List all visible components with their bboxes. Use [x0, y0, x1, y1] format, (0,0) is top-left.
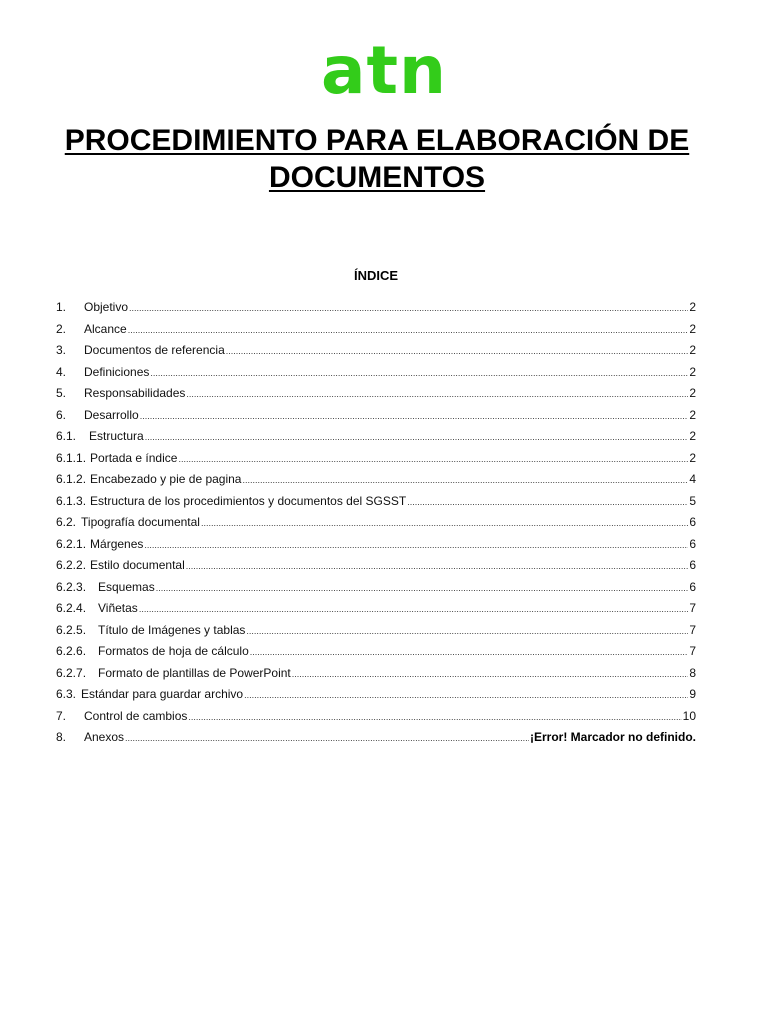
toc-dot-leader	[139, 599, 689, 621]
toc-dot-leader	[201, 513, 688, 535]
toc-entry[interactable]	[56, 340, 696, 362]
toc-entry-title: Portada e índice	[90, 450, 178, 465]
toc-entry[interactable]	[56, 663, 696, 685]
toc-dot-leader	[407, 492, 688, 514]
toc-entry-number: 6.2.5.	[56, 622, 87, 637]
toc-entry[interactable]	[56, 426, 696, 448]
toc-page-number: 9	[689, 687, 696, 701]
toc-page-number: 2	[689, 300, 696, 314]
toc-page-number: 6	[689, 515, 696, 529]
logo-text: atn	[320, 32, 448, 109]
toc-entry-title: Encabezado y pie de pagina	[90, 472, 242, 486]
company-logo	[0, 32, 768, 109]
toc-entry-number: 6.1.1.	[56, 450, 87, 465]
toc-page-number: 2	[689, 429, 696, 443]
toc-entry-number: 6.2.1.	[56, 536, 87, 551]
toc-dot-leader	[178, 449, 688, 471]
toc-entry[interactable]	[56, 577, 696, 599]
toc-entry-number: 5.	[56, 386, 67, 400]
toc-entry-number: 6.2.7.	[56, 665, 87, 680]
toc-entry[interactable]	[56, 706, 696, 728]
toc-entry[interactable]	[56, 555, 696, 577]
toc-entry-number: 6.2.6.	[56, 644, 87, 658]
toc-entry-title: Desarrollo	[84, 407, 139, 422]
toc-dot-leader	[125, 728, 529, 750]
toc-entry-title: Objetivo	[84, 300, 129, 314]
toc-dot-leader	[156, 578, 689, 600]
toc-entry[interactable]	[56, 383, 696, 405]
toc-dot-leader	[145, 427, 689, 449]
toc-entry[interactable]	[56, 362, 696, 384]
toc-entry-number: 6.2.2.	[56, 558, 87, 572]
toc-entry-number: 8.	[56, 730, 67, 744]
toc-entry-number: 6.2.	[56, 515, 77, 529]
toc-entry[interactable]	[56, 512, 696, 534]
toc-entry-title: Tipografía documental	[81, 515, 200, 529]
toc-dot-leader	[242, 470, 688, 492]
toc-entry-title: Anexos	[84, 730, 125, 744]
toc-page-number: 7	[689, 622, 696, 637]
toc-entry-number: 3.	[56, 343, 67, 357]
toc-dot-leader	[186, 384, 688, 406]
toc-entry-title: Esquemas	[98, 579, 155, 594]
toc-dot-leader	[244, 685, 688, 707]
toc-entry[interactable]	[56, 405, 696, 427]
toc-entry-title: Estructura	[89, 429, 144, 443]
toc-entry-title: Formatos de hoja de cálculo	[98, 644, 249, 658]
toc-entry-title: Viñetas	[98, 601, 138, 615]
toc-entry-number: 6.2.4.	[56, 601, 87, 615]
toc-entry-title: Formato de plantillas de PowerPoint	[98, 665, 291, 680]
toc-page-number: 2	[689, 450, 696, 465]
toc-entry[interactable]	[56, 491, 696, 513]
toc-entry-number: 7.	[56, 708, 67, 723]
toc-entry-number: 6.1.3.	[56, 493, 87, 508]
toc-page-number: 5	[689, 493, 696, 508]
toc-page-number: 6	[689, 536, 696, 551]
toc-entry[interactable]	[56, 684, 696, 706]
toc-entry-title: Márgenes	[90, 536, 144, 551]
toc-entry-number: 6.1.2.	[56, 472, 87, 486]
toc-dot-leader	[246, 621, 688, 643]
toc-error-message: ¡Error! Marcador no definido.	[529, 730, 696, 744]
toc-entry[interactable]	[56, 319, 696, 341]
toc-entry[interactable]	[56, 448, 696, 470]
toc-dot-leader	[292, 664, 689, 686]
toc-entry-title: Estándar para guardar archivo	[81, 687, 244, 701]
toc-page-number: 2	[689, 386, 696, 400]
toc-entry-title: Documentos de referencia	[84, 343, 225, 357]
toc-dot-leader	[226, 341, 689, 363]
toc-page-number: 8	[689, 665, 696, 680]
toc-page-number: 6	[689, 579, 696, 594]
toc-entry[interactable]	[56, 469, 696, 491]
toc-entry[interactable]	[56, 641, 696, 663]
toc-dot-leader	[186, 556, 689, 578]
toc-entry-title: Estructura de los procedimientos y documentos del SGSST	[90, 493, 407, 508]
toc-dot-leader	[140, 406, 689, 428]
toc-entry-title: Definiciones	[84, 364, 150, 379]
toc-entry-number: 6.3.	[56, 687, 77, 701]
toc-dot-leader	[128, 320, 689, 342]
toc-dot-leader	[129, 298, 688, 320]
toc-dot-leader	[188, 707, 681, 729]
toc-heading: ÍNDICE	[353, 268, 399, 283]
toc-page-number: 7	[689, 644, 696, 658]
toc-entry-number: 4.	[56, 364, 67, 379]
toc-entry-number: 1.	[56, 300, 67, 314]
toc-entry-title: Título de Imágenes y tablas	[98, 622, 246, 637]
toc-entry-number: 2.	[56, 321, 67, 336]
toc-entry-title: Control de cambios	[84, 708, 188, 723]
toc-page-number: 2	[689, 364, 696, 379]
toc-entry-number: 6.	[56, 407, 67, 422]
toc-entry-number: 6.2.3.	[56, 579, 87, 594]
toc-page-number: 7	[689, 601, 696, 615]
toc-page-number: 4	[689, 472, 696, 486]
toc-entry[interactable]	[56, 727, 696, 749]
toc-dot-leader	[144, 535, 688, 557]
toc-entry-title: Responsabilidades	[84, 386, 186, 400]
toc-entry-title: Alcance	[84, 321, 127, 336]
toc-entry-title: Estilo documental	[90, 558, 185, 572]
toc-page-number: 6	[689, 558, 696, 572]
toc-dot-leader	[150, 363, 688, 385]
toc-page-number: 2	[689, 407, 696, 422]
toc-entry-number: 6.1.	[56, 429, 77, 443]
page-title: PROCEDIMIENTO PARA ELABORACIÓN DE DOCUMENTOS	[64, 124, 690, 194]
toc-entry[interactable]	[56, 534, 696, 556]
toc-page-number: 2	[689, 343, 696, 357]
toc-page-number: 10	[682, 708, 696, 723]
toc-page-number: 2	[689, 321, 696, 336]
toc-entry[interactable]	[56, 297, 696, 319]
table-of-contents	[56, 297, 696, 749]
toc-entry[interactable]	[56, 598, 696, 620]
toc-dot-leader	[250, 642, 689, 664]
toc-entry[interactable]	[56, 620, 696, 642]
